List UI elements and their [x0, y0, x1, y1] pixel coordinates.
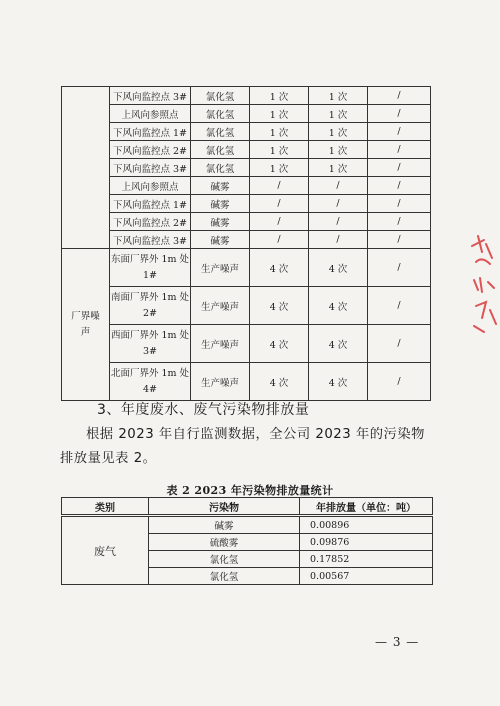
amount-cell: 0.00567 [300, 568, 433, 585]
pollutant-cell: 氯化氢 [149, 568, 300, 585]
frequency-cell: 1 次 [309, 123, 368, 141]
frequency-cell: 4 次 [309, 249, 368, 287]
frequency-cell: / [309, 231, 368, 249]
table-row [62, 159, 431, 177]
monitoring-item: 氯化氢 [191, 87, 250, 105]
monitoring-point: 下风向监控点 3# [110, 159, 191, 177]
frequency-cell: 1 次 [250, 87, 309, 105]
table-row [62, 516, 433, 534]
note-cell: / [368, 325, 431, 363]
note-cell: / [368, 195, 431, 213]
frequency-cell: 1 次 [250, 123, 309, 141]
monitoring-point: 下风向监控点 1# [110, 123, 191, 141]
frequency-cell: / [250, 213, 309, 231]
monitoring-item: 碱雾 [191, 231, 250, 249]
monitoring-point: 上风向参照点 [110, 177, 191, 195]
pollutant-cell: 硫酸雾 [149, 534, 300, 551]
note-cell: / [368, 177, 431, 195]
frequency-cell: 1 次 [309, 87, 368, 105]
note-cell: / [368, 287, 431, 325]
frequency-cell: 1 次 [309, 141, 368, 159]
monitoring-item: 碱雾 [191, 213, 250, 231]
seal-stamp-fragment [468, 232, 500, 340]
monitoring-item: 氯化氢 [191, 123, 250, 141]
note-cell: / [368, 123, 431, 141]
table-row [62, 231, 431, 249]
note-cell: / [368, 159, 431, 177]
monitoring-item: 生产噪声 [191, 287, 250, 325]
frequency-cell: / [309, 195, 368, 213]
frequency-cell: / [309, 213, 368, 231]
frequency-cell: 1 次 [309, 159, 368, 177]
monitoring-point: 南面厂界外 1m 处 2# [110, 287, 191, 325]
table-caption: 表 2 2023 年污染物排放量统计 [166, 484, 334, 497]
monitoring-item: 碱雾 [191, 195, 250, 213]
monitoring-point: 下风向监控点 3# [110, 87, 191, 105]
table-row [62, 249, 431, 287]
table-row [62, 325, 431, 363]
category-cell: 废气 [62, 516, 149, 585]
amount-cell: 0.17852 [300, 551, 433, 568]
table-row [62, 141, 431, 159]
column-header: 污染物 [149, 498, 300, 516]
table-row [62, 123, 431, 141]
monitoring-item: 氯化氢 [191, 141, 250, 159]
section-heading: 3、年度废水、废气污染物排放量 [97, 402, 310, 418]
monitoring-point: 下风向监控点 3# [110, 231, 191, 249]
frequency-cell: 4 次 [309, 325, 368, 363]
pollutant-cell: 氯化氢 [149, 551, 300, 568]
frequency-cell: 1 次 [309, 105, 368, 123]
frequency-cell: 4 次 [309, 363, 368, 401]
column-header: 年排放量（单位：吨） [300, 498, 433, 516]
monitoring-point: 下风向监控点 2# [110, 141, 191, 159]
note-cell: / [368, 105, 431, 123]
table-row [62, 87, 431, 105]
monitoring-point: 西面厂界外 1m 处 3# [110, 325, 191, 363]
monitoring-point: 下风向监控点 2# [110, 213, 191, 231]
monitoring-point: 下风向监控点 1# [110, 195, 191, 213]
emissions-table [61, 497, 433, 585]
pollutant-cell: 碱雾 [149, 516, 300, 534]
monitoring-item: 氯化氢 [191, 105, 250, 123]
monitoring-table [61, 86, 431, 401]
table-header-row [62, 498, 433, 516]
frequency-cell: 4 次 [309, 287, 368, 325]
frequency-cell: 1 次 [250, 105, 309, 123]
frequency-cell: / [250, 195, 309, 213]
note-cell: / [368, 231, 431, 249]
monitoring-point: 东面厂界外 1m 处 1# [110, 249, 191, 287]
note-cell: / [368, 249, 431, 287]
frequency-cell: / [250, 231, 309, 249]
note-cell: / [368, 87, 431, 105]
frequency-cell: / [250, 177, 309, 195]
page-number: — 3 — [375, 635, 420, 649]
table-row [62, 287, 431, 325]
frequency-cell: 4 次 [250, 325, 309, 363]
monitoring-item: 生产噪声 [191, 363, 250, 401]
noise-category-cell [62, 249, 110, 401]
note-cell: / [368, 213, 431, 231]
frequency-cell: 4 次 [250, 363, 309, 401]
amount-cell: 0.00896 [300, 516, 433, 534]
monitoring-point: 北面厂界外 1m 处 4# [110, 363, 191, 401]
table-row [62, 195, 431, 213]
column-header: 类别 [62, 498, 149, 516]
monitoring-item: 生产噪声 [191, 249, 250, 287]
frequency-cell: 4 次 [250, 287, 309, 325]
category-cell-blank [62, 87, 110, 249]
noise-category-label: 厂界噪声 [71, 310, 100, 338]
frequency-cell: / [309, 177, 368, 195]
table-row [62, 177, 431, 195]
body-paragraph: 根据 2023 年自行监测数据，全公司 2023 年的污染物排放量见表 2。 [60, 427, 425, 466]
note-cell: / [368, 141, 431, 159]
monitoring-item: 碱雾 [191, 177, 250, 195]
monitoring-item: 氯化氢 [191, 159, 250, 177]
note-cell: / [368, 363, 431, 401]
frequency-cell: 4 次 [250, 249, 309, 287]
frequency-cell: 1 次 [250, 141, 309, 159]
table-row [62, 213, 431, 231]
amount-cell: 0.09876 [300, 534, 433, 551]
monitoring-item: 生产噪声 [191, 325, 250, 363]
table-row [62, 105, 431, 123]
table-row [62, 363, 431, 401]
monitoring-point: 上风向参照点 [110, 105, 191, 123]
frequency-cell: 1 次 [250, 159, 309, 177]
